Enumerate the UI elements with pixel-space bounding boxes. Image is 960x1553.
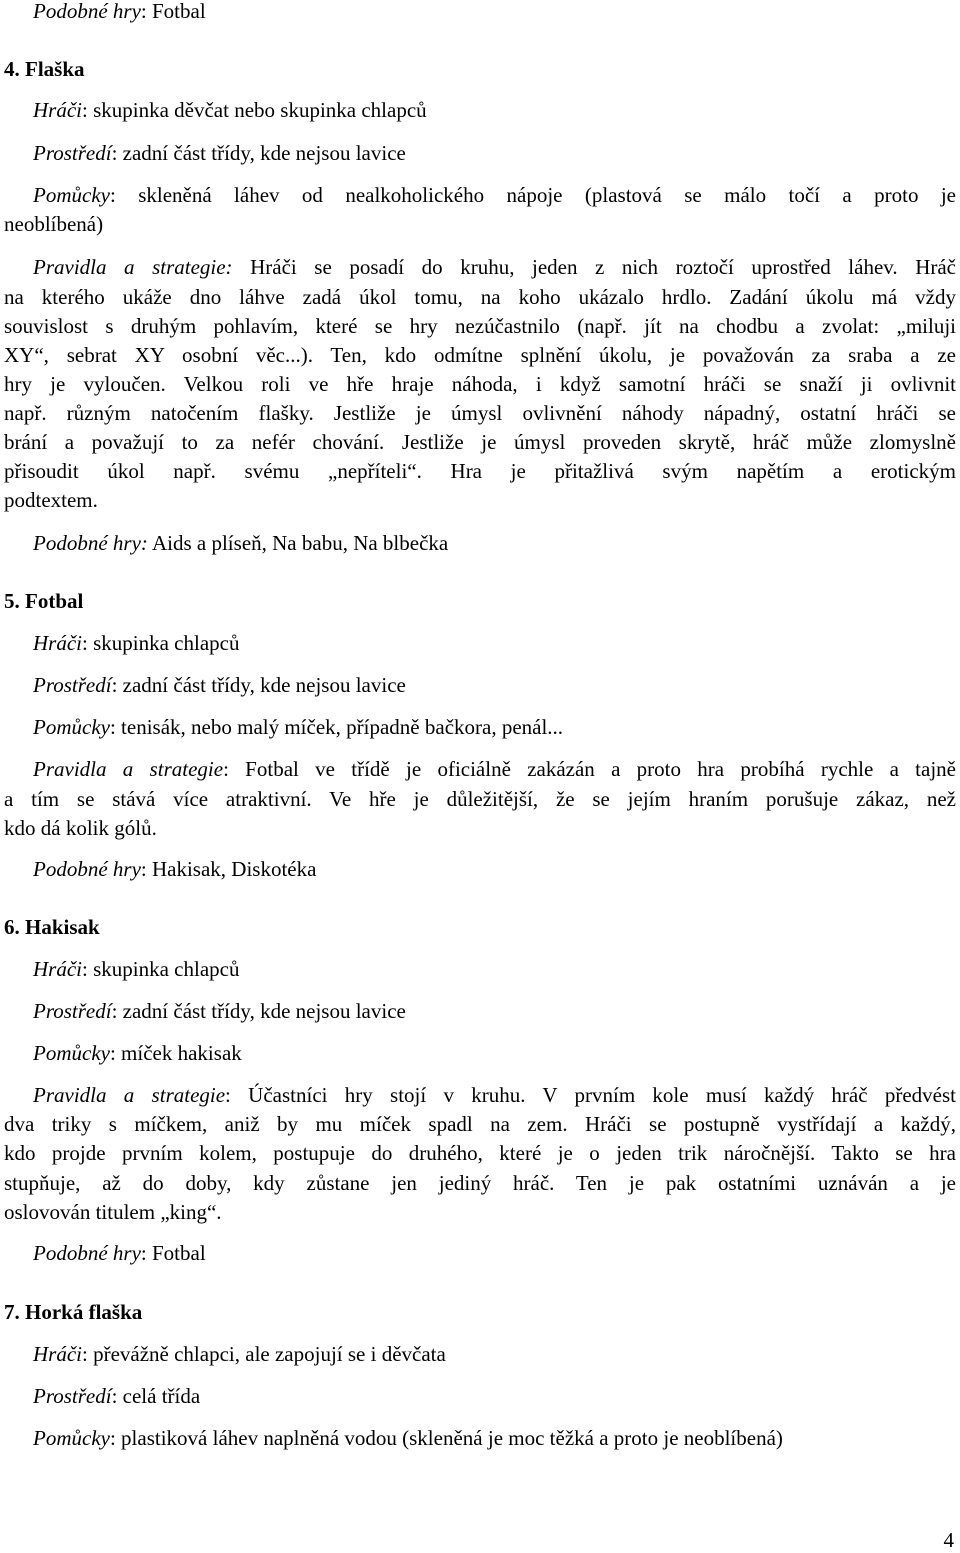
game4-heading: 4. Flaška: [4, 57, 85, 81]
game7-environment: [33, 1386, 956, 1407]
game7-tools: [33, 1428, 956, 1449]
game4-rules-line2: na kterého ukáže dno láhve zadá úkol tomu, na koho ukázalo hrdlo. Zadání úkolu má vždy: [4, 285, 956, 309]
tools-label: Pomůcky: [33, 183, 110, 207]
game4-rules-line3: souvislost s druhým pohlavím, které se hry nezúčastnilo (např. jít na chodbu a zvolat: „miluji: [4, 314, 956, 338]
game6-similar: [33, 1243, 956, 1264]
game5-rules-line1: [33, 759, 956, 780]
game6-tools: [33, 1043, 956, 1064]
similar-label: Podobné hry: [33, 857, 141, 881]
players-label: Hráči: [33, 631, 82, 655]
players-text: : skupinka chlapců: [82, 631, 240, 655]
tools-text: : plastiková láhev naplněná vodou (skleněná je moc těžká a proto je neoblíbená): [109, 1426, 783, 1450]
game6-rules-line5: oslovován titulem „king“.: [4, 1200, 222, 1224]
players-text: : skupinka děvčat nebo skupinka chlapců: [82, 98, 427, 122]
game5-tools: [33, 717, 956, 738]
environment-label: Prostředí: [33, 673, 112, 697]
game4-rules-line1: [33, 257, 956, 278]
similar-label: Podobné hry:: [33, 531, 148, 555]
game4-rules-line7: brání a považují to za nefér chování. Jestliže je úmysl proveden skrytě, hráč může zlomyslně: [4, 430, 956, 454]
game5-environment: [33, 675, 956, 696]
players-label: Hráči: [33, 957, 82, 981]
game5-players: [33, 633, 956, 654]
game4-similar: [33, 533, 956, 554]
similar-text: : Fotbal: [140, 0, 206, 23]
game5-rules-line2: a tím se stává více atraktivní. Ve hře je důležitější, že se jejím hraním porušuje zákaz, než: [4, 787, 956, 811]
tools-text: : skleněná láhev od nealkoholického nápoje (plastová se málo točí a proto je: [109, 183, 956, 207]
players-text: : převážně chlapci, ale zapojují se i děvčata: [82, 1342, 446, 1366]
game4-rules-line5: hry je vyloučen. Velkou roli ve hře hraje náhoda, i když samotní hráči se snaží ji ovlivnit: [4, 372, 956, 396]
environment-text: : zadní část třídy, kde nejsou lavice: [111, 141, 406, 165]
game4-rules-line4: XY“, sebrat XY osobní věc...). Ten, kdo odmítne splnění úkolu, je považován za sraba a ze: [4, 343, 956, 367]
environment-label: Prostředí: [33, 1384, 112, 1408]
game6-rules-line3: kdo projde prvním kolem, postupuje do druhého, které je o jeden trik náročnější. Takto se hra: [4, 1141, 956, 1165]
game4-rules-line8: přisoudit úkol např. svému „nepříteli“. Hra je přitažlivá svým napětím a erotickým: [4, 459, 956, 483]
environment-label: Prostředí: [33, 141, 112, 165]
game6-environment: [33, 1001, 956, 1022]
environment-text: : zadní část třídy, kde nejsou lavice: [111, 673, 406, 697]
game4-tools-line1: [33, 185, 956, 206]
rules-text: : Fotbal ve třídě je oficiálně zakázán a proto hra probíhá rychle a tajně: [223, 757, 956, 781]
tools-label: Pomůcky: [33, 715, 110, 739]
rules-label: Pravidla a strategie: [33, 757, 224, 781]
environment-text: : zadní část třídy, kde nejsou lavice: [111, 999, 406, 1023]
rules-text: Hráči se posadí do kruhu, jeden z nich roztočí uprostřed láhev. Hráč: [232, 255, 956, 279]
tools-text: : tenisák, nebo malý míček, případně bačkora, penál...: [109, 715, 564, 739]
similar-label: Podobné hry: [33, 0, 141, 23]
game5-similar: [33, 859, 956, 880]
game4-players: [33, 100, 956, 121]
game4-rules-line6: např. různým natočením flašky. Jestliže je úmysl ovlivnění náhody nápadný, ostatní hráči se: [4, 401, 956, 425]
similar-games-top: [33, 1, 956, 22]
game6-rules-line2: dva triky s míčkem, aniž by mu míček spadl na zem. Hráči se postupně vystřídají a každý,: [4, 1112, 956, 1136]
game5-rules-line3: kdo dá kolik gólů.: [4, 816, 157, 840]
similar-label: Podobné hry: [33, 1241, 141, 1265]
players-text: : skupinka chlapců: [82, 957, 240, 981]
game6-heading: 6. Hakisak: [4, 915, 100, 939]
game6-rules-line1: [33, 1085, 956, 1106]
environment-label: Prostředí: [33, 999, 112, 1023]
rules-label: Pravidla a strategie: [33, 1083, 226, 1107]
game7-heading: 7. Horká flaška: [4, 1300, 143, 1324]
game6-rules-line4: stupňuje, až do doby, kdy zůstane jen jediný hráč. Ten je pak ostatními uznáván a je: [4, 1171, 956, 1195]
similar-text: : Hakisak, Diskotéka: [140, 857, 317, 881]
tools-label: Pomůcky: [33, 1041, 110, 1065]
environment-text: : celá třída: [111, 1384, 201, 1408]
game4-rules-line9: podtextem.: [4, 488, 98, 512]
rules-text: : Účastníci hry stojí v kruhu. V prvním kole musí každý hráč předvést: [225, 1083, 956, 1107]
players-label: Hráči: [33, 1342, 82, 1366]
players-label: Hráči: [33, 98, 82, 122]
page-number: 4: [943, 1528, 954, 1552]
rules-label: Pravidla a strategie:: [33, 255, 233, 279]
game6-players: [33, 959, 956, 980]
similar-text: : Fotbal: [140, 1241, 206, 1265]
game7-players: [33, 1344, 956, 1365]
tools-label: Pomůcky: [33, 1426, 110, 1450]
tools-text: : míček hakisak: [109, 1041, 242, 1065]
game4-environment: [33, 143, 956, 164]
game4-tools-line2: neoblíbená): [4, 212, 104, 236]
game5-heading: 5. Fotbal: [4, 589, 84, 613]
similar-text: Aids a plíseň, Na babu, Na blbečka: [147, 531, 449, 555]
